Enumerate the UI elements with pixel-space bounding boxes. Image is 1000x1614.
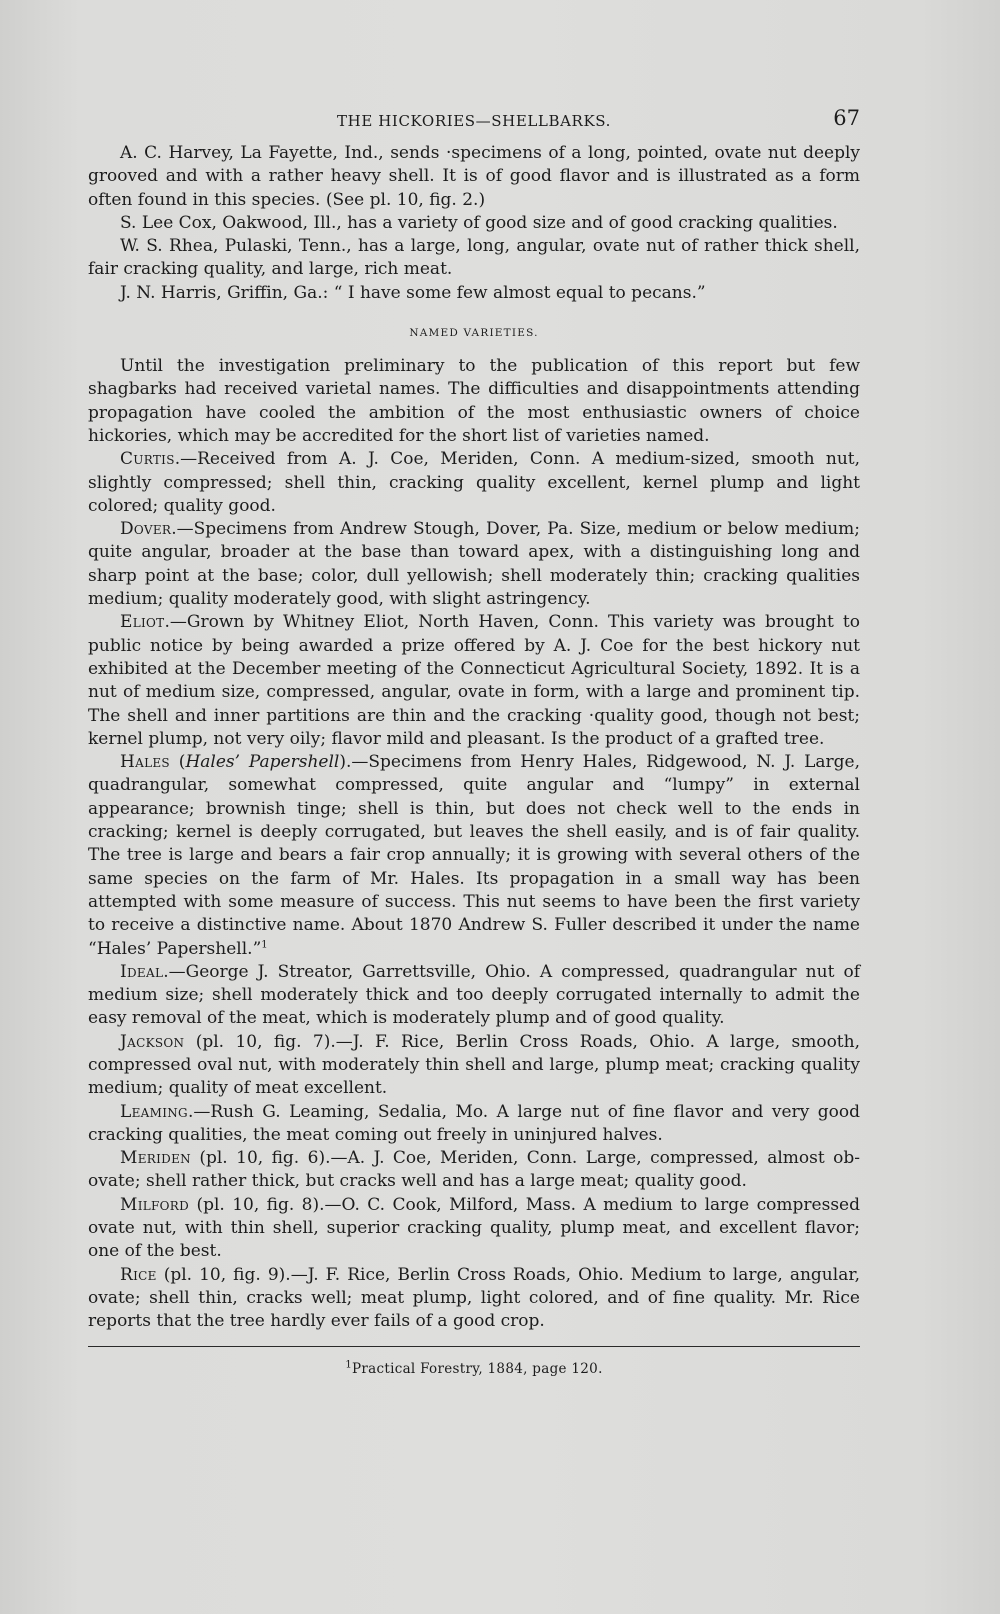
variety-name: Hales [120,752,170,773]
variety-name: Rice [120,1264,157,1285]
book-page [88,102,860,1377]
variety-description: .—Specimens from Henry Hales, Ridgewood, N. J. Large, quadrangular, somewhat compressed, quite angular and “lumpy” in external appearance; brownish tinge; shell is thin, but does not check well to the ends in cracking; kernel is deeply corrugated, but leaves the shell easily, and is of fair quality. The tree is large and bears a fair crop annually; it is growing with several others of the same species on the farm of Mr. Hales. Its propagation in a small way has been attempted with some measure of success. This nut seems to have been the first variety to receive a distinctive name. About 1870 Andrew S. Fuller described it under the name “Hales’ Papershell.” [88,752,860,959]
variety-entry-meriden [88,1147,860,1194]
variety-description: (pl. 10, fig. 9).—J. F. Rice, Berlin Cross Roads, Ohio. Medium to large, angular, ovate; shell thin, cracks well; meat plump, light colored, and of fine quality. Mr. Rice reports that the tree hardly ever fails of a good crop. [88,1264,860,1332]
variety-entry-rice [88,1264,860,1334]
variety-description: .—Received from A. J. Coe, Meriden, Conn. A medium-sized, smooth nut, slightly compressed; shell thin, cracking quality excellent, kernel plump and light colored; quality good. [88,449,860,516]
variety-entry-milford [88,1194,860,1264]
variety-entry-leaming [88,1101,860,1148]
variety-description: (pl. 10, fig. 7).—J. F. Rice, Berlin Cross Roads, Ohio. A large, smooth, compressed oval nut, with moderately thin shell and large, plump meat; cracking quality medium; quality of meat excellent. [88,1031,860,1099]
running-head [88,102,860,142]
variety-entry-ideal [88,961,860,1031]
variety-name: Leaming [120,1101,188,1122]
variety-entry-eliot [88,611,860,751]
section-intro-paragraph: Until the investigation preliminary to the publication of this report but few shagbarks had received varietal names. The difficulties and disappointments attending propagation have cooled the ambition of the most enthusiastic owners of choice hickories, which may be accredited for the short list of varieties named. [88,356,860,446]
variety-name: Milford [120,1194,190,1215]
running-title: THE HICKORIES—SHELLBARKS. [337,112,611,130]
variety-name: Dover [120,519,172,540]
variety-entry-curtis [88,448,860,518]
section-heading: NAMED VARIETIES. [409,327,539,340]
variety-description: .—Grown by Whitney Eliot, North Haven, Conn. This variety was brought to public notice by being awarded a prize offered by A. J. Coe for the best hickory nut exhibited at the December meeting of the Connecticut Agricultural Society, 1892. It is a nut of medium size, compressed, angular, ovate in form, with a large and prominent tip. The shell and inner partitions are thin and the cracking ·quality good, though not best; kernel plump, not very oily; flavor mild and pleasant. Is the product of a grafted tree. [88,612,860,749]
footnote-marker: 1 [345,1359,353,1371]
footnote-text: Practical Forestry, 1884, page 120. [352,1360,603,1377]
variety-synonym: Hales’ Papershell [185,752,340,773]
footnote-divider [88,1346,860,1347]
intro-paragraph-harris: J. N. Harris, Griffin, Ga.: “ I have some few almost equal to pecans.” [120,282,706,303]
footnote-reference: 1 [261,938,268,950]
variety-name: Eliot [120,612,165,633]
variety-entry-jackson [88,1031,860,1101]
variety-description: (pl. 10, fig. 6).—A. J. Coe, Meriden, Conn. Large, compressed, almost ob-ovate; shell rather thick, but cracks well and has a large meat; quality good. [88,1148,860,1192]
variety-description: .—George J. Streator, Garrettsville, Ohio. A compressed, quadrangular nut of medium size; shell moderately thick and too deeply corrugated internally to admit the easy removal of the meat, which is moderately plump and of good quality. [88,961,860,1029]
variety-name: Jackson [120,1031,185,1052]
variety-description: .—Specimens from Andrew Stough, Dover, Pa. Size, medium or below medium; quite angular, broader at the base than toward apex, with a distinguishing long and sharp point at the base; color, dull yellowish; shell moderately thin; cracking qualities medium; quality moderately good, with slight astringency. [88,519,860,610]
intro-paragraph-cox: S. Lee Cox, Oakwood, Ill., has a variety of good size and of good cracking qualities. [120,212,838,233]
intro-paragraph-harvey: A. C. Harvey, La Fayette, Ind., sends ·specimens of a long, pointed, ovate nut deeply grooved and with a rather heavy shell. It is of good flavor and is illustrated as a form often found in this species. (See pl. 10, fig. 2.) [88,143,860,210]
page-number: 67 [833,106,860,130]
variety-name: Meriden [120,1148,191,1169]
variety-description: (pl. 10, fig. 8).—O. C. Cook, Milford, Mass. A medium to large compressed ovate nut, with thin shell, superior cracking quality, plump meat, and excellent flavor; one of the best. [88,1194,860,1262]
variety-description: .—Rush G. Leaming, Sedalia, Mo. A large nut of fine flavor and very good cracking qualities, the meat coming out freely in uninjured halves. [88,1101,860,1145]
variety-name: Ideal [120,961,164,982]
variety-name: Curtis [120,449,175,470]
intro-paragraph-rhea: W. S. Rhea, Pulaski, Tenn., has a large, long, angular, ovate nut of rather thick shell, fair cracking quality, and large, rich meat. [88,236,860,280]
variety-entry-hales: Hales (Hales’ Papershell).—Specimens from Henry Hales, Ridgewood, N. J. Large, quadrangular, somewhat compressed, quite angular and “lumpy” in external appearance; brownish tinge; shell is thin, but does not check well to the ends in cracking; kernel is deeply corrugated, but leaves the shell easily, and is of fair quality. The tree is large and bears a fair crop annually; it is growing with several others of the same species on the farm of Mr. Hales. Its propagation in a small way has been attempted with some measure of success. This nut seems to have been the first variety to receive a distinctive name. About 1870 Andrew S. Fuller described it under the name “Hales’ Papershell.”$^1$ [88,752,860,959]
footnote [88,1361,860,1377]
variety-entry-dover [88,518,860,611]
